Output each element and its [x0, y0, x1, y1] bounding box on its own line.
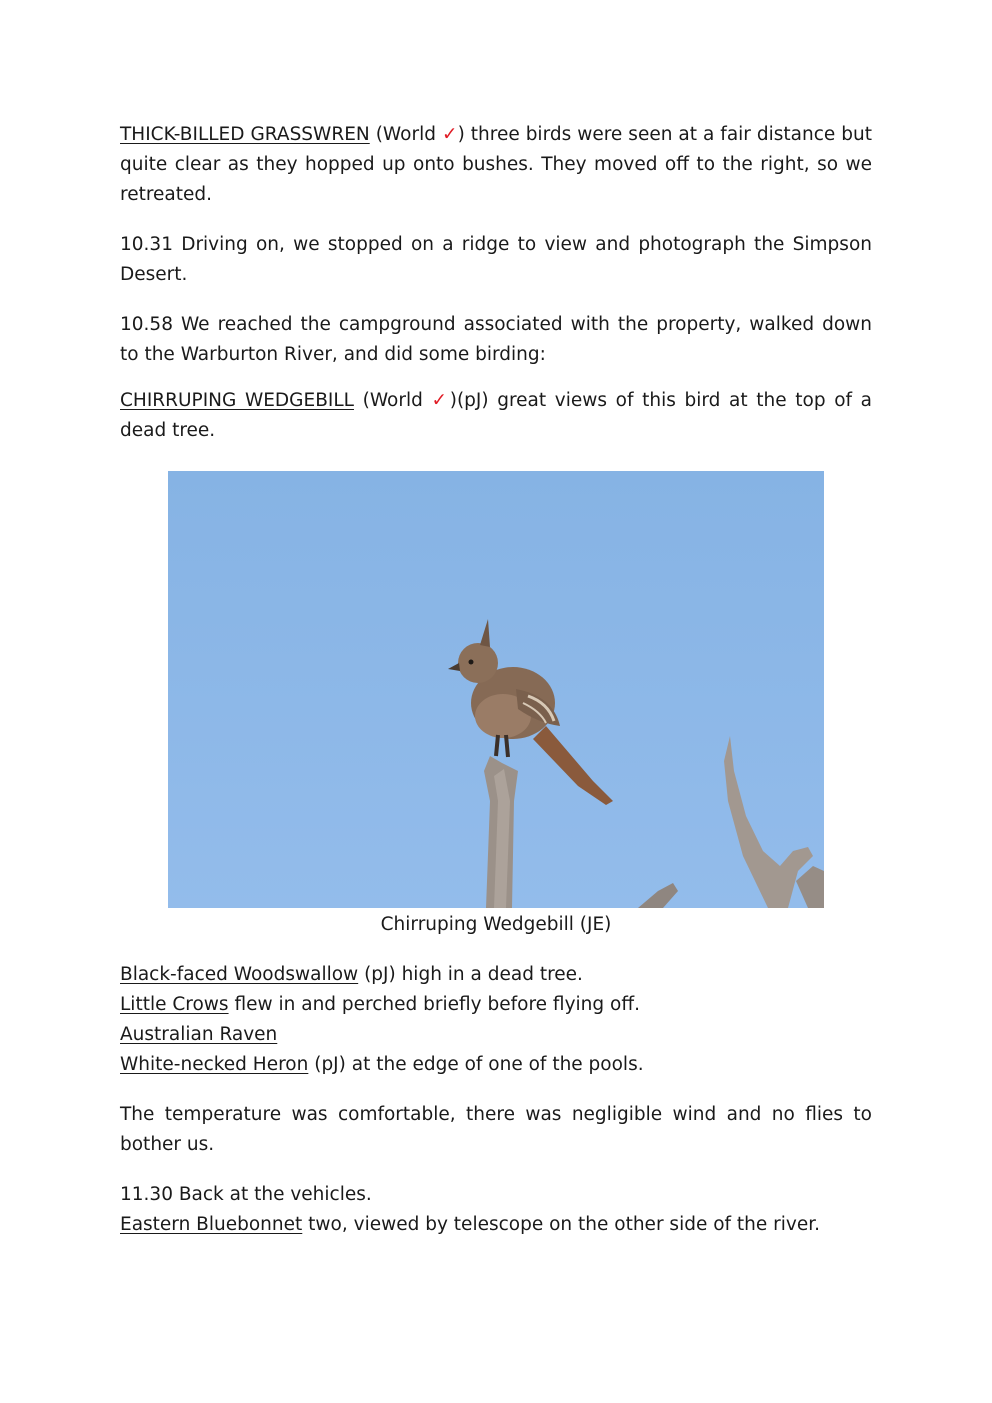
paragraph-grasswren [120, 120, 872, 210]
paragraph-wedgebill [120, 386, 872, 446]
text: (World [369, 124, 442, 145]
text: ) three birds were seen at a fair distance but quite clear as they hopped up onto bushes. They moved off to the right, so we retreated. [120, 124, 872, 205]
paragraph-simpson-desert: 10.31 Driving on, we stopped on a ridge to view and photograph the Simpson Desert. [120, 234, 872, 285]
paragraph-campground: 10.58 We reached the campground associated with the property, walked down to the Warburton River, and did some birding: [120, 314, 872, 365]
species-name: Black-faced Woodswallow [120, 964, 359, 985]
paragraph-vehicles: 11.30 Back at the vehicles. [120, 1184, 372, 1205]
species-name: Australian Raven [120, 1024, 278, 1045]
bird-photo [168, 471, 824, 908]
sighting-line [120, 1020, 872, 1050]
wedgebill-illustration [168, 471, 824, 908]
text: flew in and perched briefly before flying off. [228, 994, 640, 1015]
sighting-line [120, 1050, 872, 1080]
species-name: CHIRRUPING WEDGEBILL [120, 390, 354, 411]
sightings-section [120, 960, 872, 1240]
text: (pJ) at the edge of one of the pools. [308, 1054, 644, 1075]
document-page [120, 120, 872, 446]
species-name: THICK-BILLED GRASSWREN [120, 124, 370, 145]
text: two, viewed by telescope on the other side of the river. [302, 1214, 821, 1235]
red-tick-icon: ✓ [441, 124, 458, 145]
text: )(pJ) great views of this bird at the top of a dead tree. [120, 390, 872, 441]
sighting-line [120, 990, 872, 1020]
sighting-line [120, 960, 872, 990]
species-name: White-necked Heron [120, 1054, 309, 1075]
red-tick-icon: ✓ [431, 390, 450, 411]
species-name: Eastern Bluebonnet [120, 1214, 303, 1235]
text: (pJ) high in a dead tree. [358, 964, 583, 985]
sighting-line [120, 1210, 872, 1240]
text: (World [353, 390, 432, 411]
paragraph-temperature: The temperature was comfortable, there was negligible wind and no flies to bother us. [120, 1104, 872, 1155]
species-name: Little Crows [120, 994, 229, 1015]
photo-caption: Chirruping Wedgebill (JE) [380, 914, 612, 935]
